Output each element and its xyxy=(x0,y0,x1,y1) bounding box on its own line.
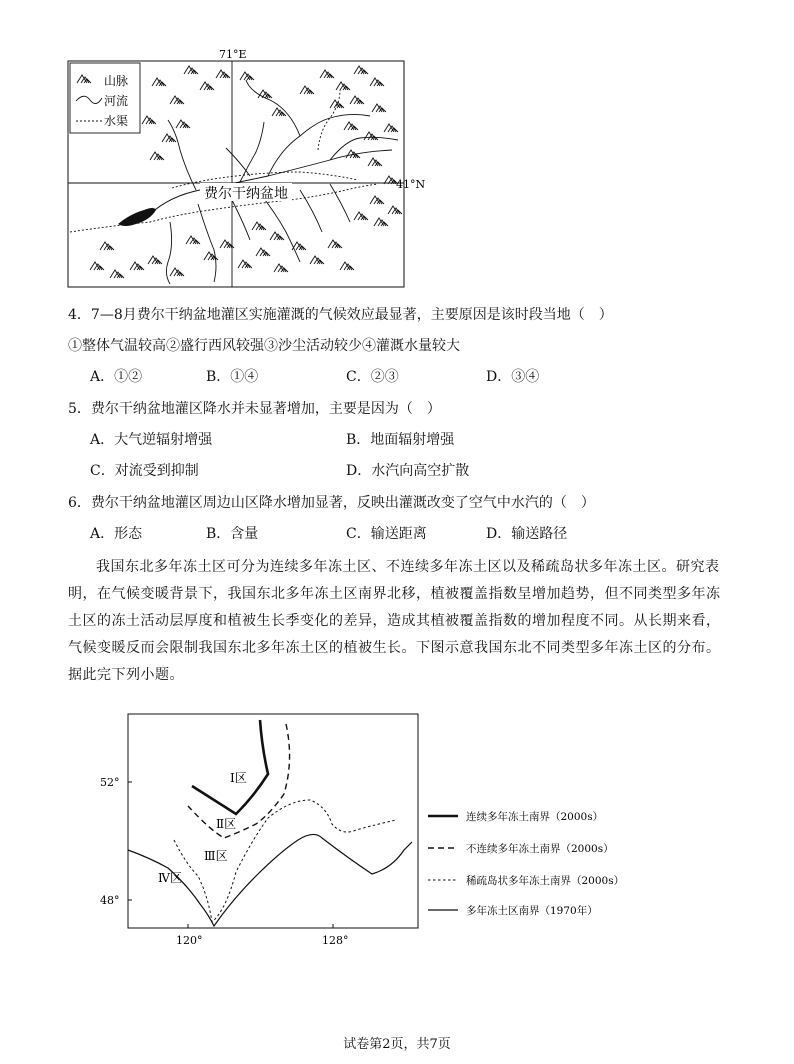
y-tick-48: 48° xyxy=(100,894,120,907)
zone-4-label: Ⅳ区 xyxy=(158,871,182,885)
x-tick-120: 120° xyxy=(176,934,203,947)
q5-option-c[interactable]: C．对流受到抑制 xyxy=(90,463,199,479)
q6-option-c[interactable]: C．输送距离 xyxy=(346,526,427,542)
river-lines xyxy=(150,80,398,284)
legend-canal: 水渠 xyxy=(104,114,129,128)
page-footer: 试卷第2页，共7页 xyxy=(343,1037,451,1052)
legend-sparse-label: 稀疏岛状多年冻土南界（2000s） xyxy=(466,875,625,887)
q5-option-a[interactable]: A．大气逆辐射增强 xyxy=(90,432,213,448)
x-tick-128: 128° xyxy=(322,934,349,947)
lon-label: 71°E xyxy=(219,48,247,61)
question-6-stem: 6．费尔干纳盆地灌区周边山区降水增加显著，反映出灌溉改变了空气中水汽的（ ） xyxy=(68,495,595,511)
zone-2-label: Ⅱ区 xyxy=(216,817,237,831)
q4-option-d[interactable]: D．③④ xyxy=(486,369,540,385)
zone-1-label: Ⅰ区 xyxy=(230,771,247,785)
legend-continuous-label: 连续多年冻土南界（2000s） xyxy=(466,811,604,823)
legend-discontinuous-label: 不连续多年冻土南界（2000s） xyxy=(466,843,614,855)
q6-option-a[interactable]: A．形态 xyxy=(90,526,143,542)
q4-option-c[interactable]: C．②③ xyxy=(346,369,399,385)
q6-option-b[interactable]: B．含量 xyxy=(206,526,259,542)
basin-label: 费尔干纳盆地 xyxy=(204,186,288,202)
q5-option-b[interactable]: B．地面辐射增强 xyxy=(346,432,455,448)
fergana-map xyxy=(0,0,794,300)
lat-label: 41°N xyxy=(396,178,426,191)
zone-3-label: Ⅲ区 xyxy=(204,849,228,863)
question-4-sub: ①整体气温较高②盛行西风较强③沙尘活动较少④灌溉水量较大 xyxy=(68,338,460,354)
passage-text: 我国东北多年冻土区可分为连续多年冻土区、不连续多年冻土区以及稀疏岛状多年冻土区。研究表明，在气候变暖背景下，我国东北多年冻土区南界北移，植被覆盖指数呈增加趋势，但不同类型多年冻土区的冻土活动层厚度和植被生长季变化的差异，造成其植被覆盖指数的增加程度不同。从长期来看，气候变暖反而会限制我国东北多年冻土区的植被生长。下图示意我国东北不同类型多年冻土区的分布。据此完下列小题。 xyxy=(68,559,721,683)
q6-option-d[interactable]: D．输送路径 xyxy=(486,526,568,542)
permafrost-map xyxy=(0,700,794,960)
legend-river: 河流 xyxy=(104,94,129,108)
continuous-boundary-line xyxy=(192,720,268,814)
legend-1970-label: 多年冻土区南界（1970年） xyxy=(466,905,598,917)
lake-shape xyxy=(118,208,156,226)
q4-option-b[interactable]: B．①④ xyxy=(206,369,259,385)
legend-mountain: 山脉 xyxy=(104,74,129,88)
q5-option-d[interactable]: D．水汽向高空扩散 xyxy=(346,463,470,479)
question-4-stem: 4．7—8月费尔干纳盆地灌区实施灌溉的气候效应最显著，主要原因是该时段当地（ ） xyxy=(68,307,613,323)
y-tick-52: 52° xyxy=(100,776,120,789)
q4-option-a[interactable]: A．①② xyxy=(90,369,143,385)
question-5-stem: 5．费尔干纳盆地灌区降水并未显著增加，主要是因为（ ） xyxy=(68,401,441,417)
